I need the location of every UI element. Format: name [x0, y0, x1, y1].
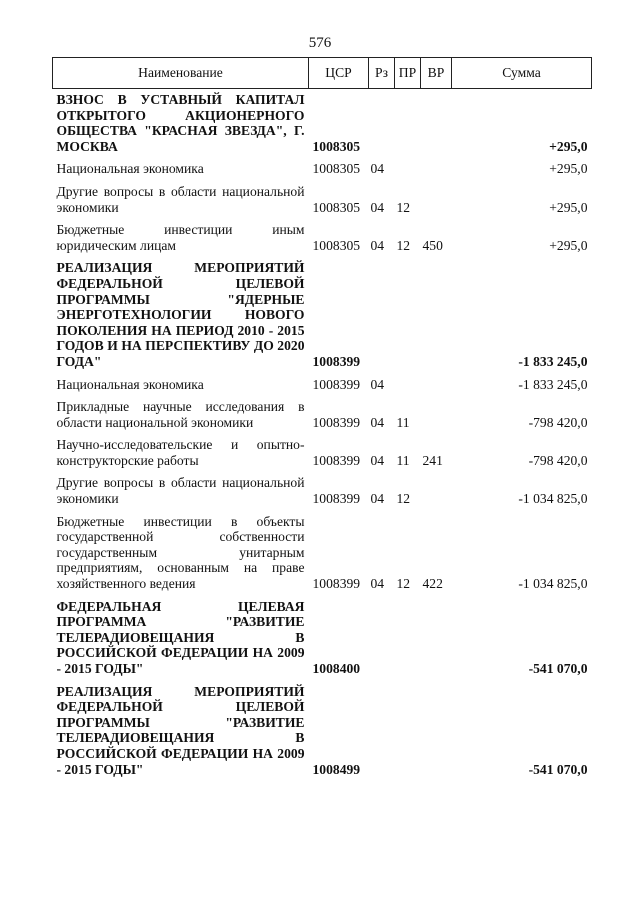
cell-name: Бюджетные инвестиции в объекты государственной собственности государственным унитарным предприятиям, основанным на праве хозяйственного ведения — [56, 513, 305, 592]
cell-csr: 1008399 — [312, 353, 361, 369]
cell-name: РЕАЛИЗАЦИЯ МЕРОПРИЯТИЙ ФЕДЕРАЛЬНОЙ ЦЕЛЕВОЙ ПРОГРАММЫ "РАЗВИТИЕ ТЕЛЕРАДИОВЕЩАНИЯ В РОССИЙСКОЙ ФЕДЕРАЦИИ НА 2009 - 2015 ГОДЫ" — [56, 683, 305, 777]
cell-csr: 1008399 — [312, 452, 361, 468]
cell-csr: 1008399 — [312, 414, 361, 430]
cell-rz — [369, 592, 395, 677]
cell-csr: 1008400 — [312, 661, 361, 676]
cell-vr — [421, 370, 452, 393]
cell-vr: 241 — [422, 452, 443, 468]
cell-csr: 1008399 — [312, 491, 361, 507]
table-row — [53, 507, 592, 592]
cell-rz: 04 — [370, 576, 385, 592]
cell-sum: -1 833 245,0 — [518, 376, 588, 392]
cell-vr: 450 — [422, 237, 443, 253]
table-header — [53, 58, 592, 89]
cell-vr — [421, 468, 452, 506]
table-row — [53, 677, 592, 778]
cell-pr — [395, 253, 421, 369]
cell-sum: -1 034 825,0 — [518, 576, 588, 592]
header-vr: ВР — [421, 58, 452, 89]
table-row — [53, 215, 592, 253]
cell-name: Прикладные научные исследования в области национальной экономики — [56, 399, 305, 430]
cell-sum: +295,0 — [549, 138, 588, 154]
cell-sum: +295,0 — [549, 199, 588, 215]
cell-vr — [421, 89, 452, 155]
cell-rz: 04 — [370, 376, 385, 392]
table-row — [53, 370, 592, 393]
cell-rz: 04 — [370, 161, 385, 177]
table-row — [53, 430, 592, 468]
cell-csr: 1008305 — [312, 161, 361, 177]
cell-pr: 12 — [396, 576, 411, 592]
cell-pr: 12 — [396, 491, 411, 507]
page-number: 576 — [308, 35, 332, 51]
cell-name: Другие вопросы в области национальной экономики — [56, 183, 305, 215]
cell-pr: 11 — [396, 414, 410, 430]
cell-vr — [421, 154, 452, 177]
cell-pr — [395, 370, 421, 393]
cell-sum: -541 070,0 — [528, 761, 588, 777]
cell-name: Другие вопросы в области национальной экономики — [56, 475, 305, 507]
cell-rz — [369, 677, 395, 778]
table-row — [53, 89, 592, 155]
cell-sum: +295,0 — [549, 161, 588, 177]
cell-name: Национальная экономика — [56, 376, 204, 392]
header-sum: Сумма — [452, 58, 592, 89]
cell-csr: 1008499 — [312, 761, 361, 777]
cell-name: Бюджетные инвестиции иным юридическим лицам — [56, 222, 305, 253]
cell-rz: 04 — [370, 237, 385, 253]
cell-csr: 1008399 — [312, 376, 361, 392]
cell-rz: 04 — [370, 452, 385, 468]
table-row — [53, 154, 592, 177]
cell-vr — [421, 677, 452, 778]
cell-name: РЕАЛИЗАЦИЯ МЕРОПРИЯТИЙ ФЕДЕРАЛЬНОЙ ЦЕЛЕВОЙ ПРОГРАММЫ "ЯДЕРНЫЕ ЭНЕРГОТЕХНОЛОГИИ НОВОГО ПОКОЛЕНИЯ НА ПЕРИОД 2010 - 2015 ГОДОВ И НА ПЕРСПЕКТИВУ ДО 2020 ГОДА" — [56, 260, 305, 369]
cell-name: Национальная экономика — [56, 161, 204, 177]
table-row — [53, 592, 592, 677]
cell-vr — [421, 592, 452, 677]
cell-name: ВЗНОС В УСТАВНЫЙ КАПИТАЛ ОТКРЫТОГО АКЦИОНЕРНОГО ОБЩЕСТВА "КРАСНАЯ ЗВЕЗДА", Г. МОСКВА — [56, 92, 305, 154]
cell-csr: 1008305 — [312, 237, 361, 253]
cell-vr — [421, 177, 452, 215]
table-row — [53, 392, 592, 430]
cell-pr — [395, 677, 421, 778]
budget-table — [52, 57, 592, 777]
cell-sum: -1 833 245,0 — [518, 353, 588, 369]
cell-sum: +295,0 — [549, 237, 588, 253]
table-row — [53, 468, 592, 506]
cell-sum: -1 034 825,0 — [518, 491, 588, 507]
cell-pr — [395, 154, 421, 177]
cell-pr: 11 — [396, 452, 410, 468]
header-pr: ПР — [395, 58, 421, 89]
cell-vr — [421, 253, 452, 369]
cell-vr: 422 — [422, 576, 443, 592]
cell-rz — [369, 89, 395, 155]
header-csr: ЦСР — [309, 58, 369, 89]
cell-csr: 1008399 — [312, 576, 361, 592]
cell-pr: 12 — [396, 237, 411, 253]
cell-rz: 04 — [370, 199, 385, 215]
cell-pr — [395, 592, 421, 677]
header-rz: Рз — [369, 58, 395, 89]
cell-rz: 04 — [370, 491, 385, 507]
table-row — [53, 177, 592, 215]
cell-csr: 1008305 — [312, 138, 361, 154]
cell-pr: 12 — [396, 199, 411, 215]
cell-sum: -798 420,0 — [528, 414, 588, 430]
cell-csr: 1008305 — [312, 199, 361, 215]
cell-sum: -541 070,0 — [528, 661, 588, 676]
cell-name: ФЕДЕРАЛЬНАЯ ЦЕЛЕВАЯ ПРОГРАММА "РАЗВИТИЕ ТЕЛЕРАДИОВЕЩАНИЯ В РОССИЙСКОЙ ФЕДЕРАЦИИ НА 2009 - 2015 ГОДЫ" — [56, 598, 305, 676]
header-name: Наименование — [53, 58, 309, 89]
table-body — [53, 89, 592, 778]
cell-vr — [421, 392, 452, 430]
cell-sum: -798 420,0 — [528, 452, 588, 468]
cell-pr — [395, 89, 421, 155]
table-row — [53, 253, 592, 369]
cell-name: Научно-исследовательские и опытно-конструкторские работы — [56, 437, 305, 468]
cell-rz: 04 — [370, 414, 385, 430]
cell-rz — [369, 253, 395, 369]
